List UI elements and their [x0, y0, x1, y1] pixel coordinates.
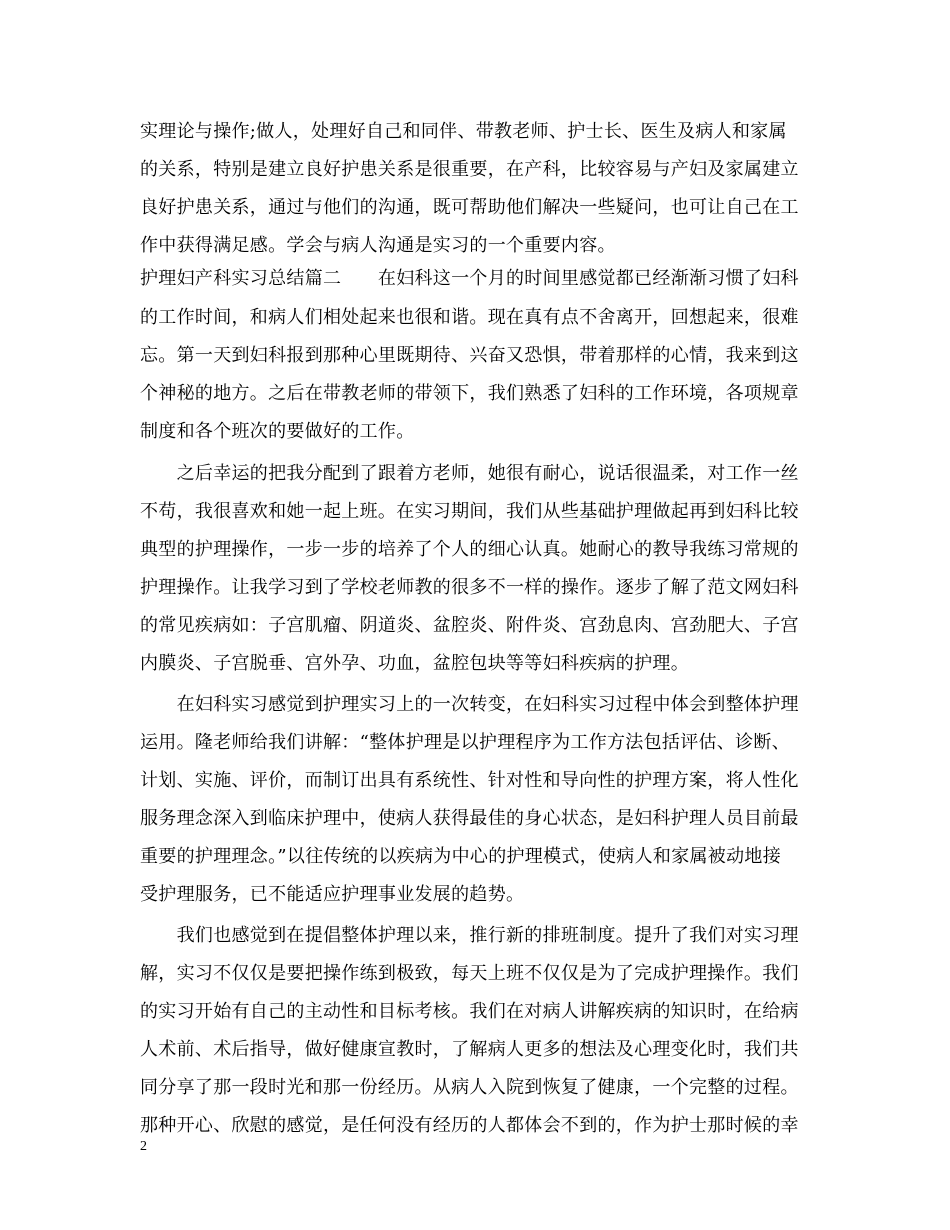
text-line: 人术前、术后指导，做好健康宣教时，了解病人更多的想法及心理变化时，我们共	[140, 1039, 799, 1060]
text-line: 作中获得满足感。学会与病人沟通是实习的一个重要内容。	[140, 235, 616, 256]
text-line: 的关系，特别是建立良好护患关系是很重要，在产科，比较容易与产妇及家属建立	[140, 159, 799, 180]
text-line: 服务理念深入到临床护理中，使病人获得最佳的身心状态，是妇科护理人员目前最	[140, 808, 799, 829]
text-line: 的常见疾病如：子宫肌瘤、阴道炎、盆腔炎、附件炎、宫劲息肉、宫劲肥大、子宫	[140, 615, 799, 636]
text-line: 受护理服务，已不能适应护理事业发展的趋势。	[140, 884, 525, 905]
text-line: 不苟，我很喜欢和她一起上班。在实习期间，我们从些基础护理做起再到妇科比较	[140, 501, 799, 522]
text-line: 典型的护理操作，一步一步的培养了个人的细心认真。她耐心的教导我练习常规的	[140, 539, 799, 560]
text-line: 制度和各个班次的要做好的工作。	[140, 421, 415, 442]
text-line: 那种开心、欣慰的感觉，是任何没有经历的人都体会不到的，作为护士那时候的幸	[140, 1115, 799, 1136]
text-line: 重要的护理理念。”以往传统的以疾病为中心的护理模式，使病人和家属被动地接	[140, 846, 781, 867]
text-line: 护理操作。让我学习到了学校老师教的很多不一样的操作。逐步了解了范文网妇科	[140, 577, 799, 598]
text-line: 同分享了那一段时光和那一份经历。从病人入院到恢复了健康，一个完整的过程。	[140, 1077, 799, 1098]
text-line: 运用。隆老师给我们讲解：“整体护理是以护理程序为工作方法包括评估、诊断、	[140, 732, 790, 753]
page-number: 2	[140, 1139, 147, 1154]
text-line: 解，实习不仅仅是要把操作练到极致，每天上班不仅仅是为了完成护理操作。我们	[140, 963, 799, 984]
text-line: 忘。第一天到妇科报到那种心里既期待、兴奋又恐惧，带着那样的心情，我来到这	[140, 345, 799, 366]
text-line: 实理论与操作;做人，处理好自己和同伴、带教老师、护士长、医生及病人和家属	[140, 121, 787, 142]
text-line: 个神秘的地方。之后在带教老师的带领下，我们熟悉了妇科的工作环境，各项规章	[140, 383, 799, 404]
paragraph-start-line: 之后幸运的把我分配到了跟着方老师，她很有耐心，说话很温柔，对工作一丝	[140, 463, 799, 484]
text-line: 计划、实施、评价，而制订出具有系统性、针对性和导向性的护理方案，将人性化	[140, 770, 799, 791]
text-line: 内膜炎、子宫脱垂、宫外孕、功血，盆腔包块等等妇科疾病的护理。	[140, 653, 689, 674]
section-heading-line: 护理妇产科实习总结篇二 在妇科这一个月的时间里感觉都已经渐渐习惯了妇科	[140, 268, 799, 289]
paragraph-start-line: 我们也感觉到在提倡整体护理以来，推行新的排班制度。提升了我们对实习理	[140, 925, 799, 946]
text-line: 的实习开始有自己的主动性和目标考核。我们在对病人讲解疾病的知识时，在给病	[140, 1001, 799, 1022]
text-line: 良好护患关系，通过与他们的沟通，既可帮助他们解决一些疑问，也可让自己在工	[140, 197, 799, 218]
paragraph-start-line: 在妇科实习感觉到护理实习上的一次转变，在妇科实习过程中体会到整体护理	[140, 694, 799, 715]
text-line: 的工作时间，和病人们相处起来也很和谐。现在真有点不舍离开，回想起来，很难	[140, 307, 799, 328]
